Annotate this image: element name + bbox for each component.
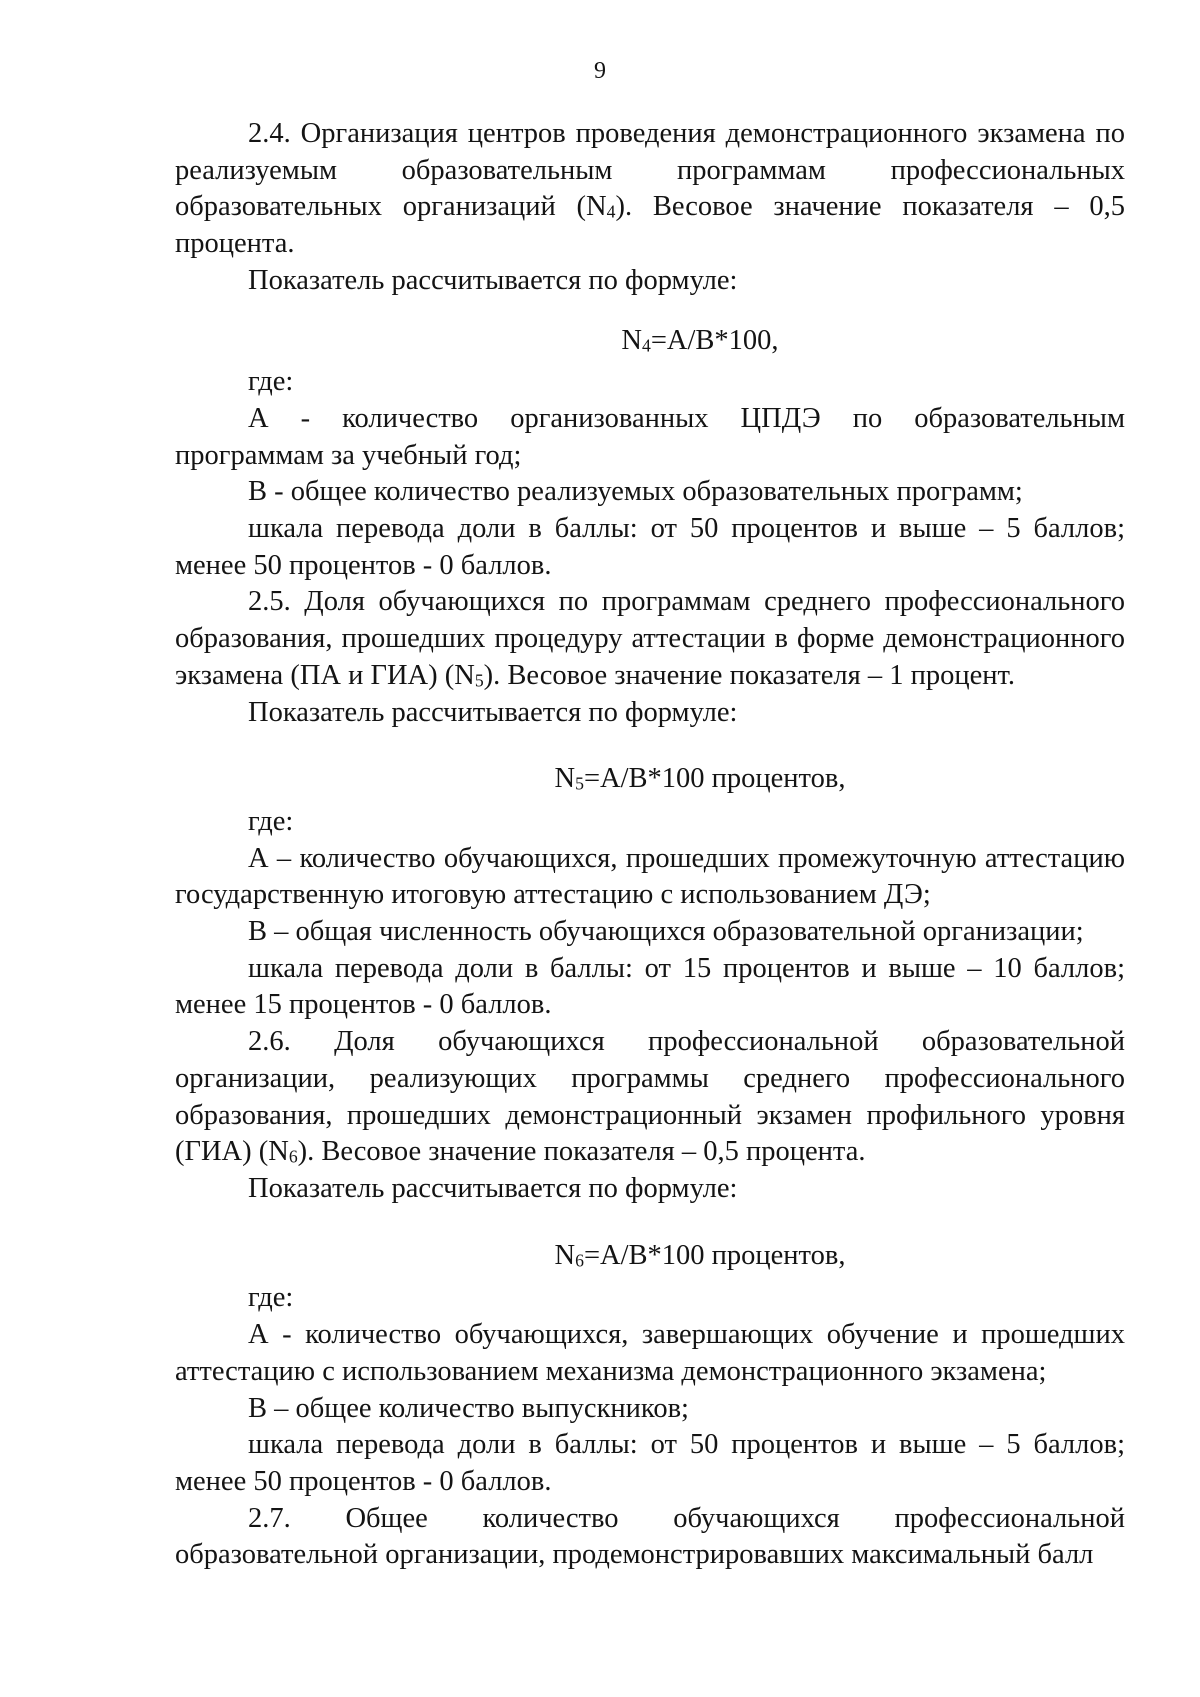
paragraph-text: 2.6. Доля обучающихся профессиональной образовательной организации, реализующих программы среднего профессионального образования, прошедших демонстрационный экзамен профильного уровня (ГИА) (N (175, 1026, 1125, 1168)
subscript: 6 (288, 1146, 298, 1167)
formula-intro: Показатель рассчитывается по формуле: (248, 1172, 738, 1204)
formula-intro: Показатель рассчитывается по формуле: (248, 264, 738, 296)
paragraph-2-4 (175, 116, 1125, 263)
formula-text: =A/B*100 процентов, (583, 763, 846, 795)
paragraph-text: 2.5. Доля обучающихся по программам среднего профессионального образования, прошедших процедуру аттестации в форме демонстрационного экзамена (ПА и ГИА) (N (175, 586, 1125, 691)
formula-n4 (175, 323, 1125, 360)
formula-n5 (175, 761, 1125, 798)
page-number: 9 (594, 58, 606, 84)
definition-a: А - количество организованных ЦПДЭ по образовательным программам за учебный год; (175, 402, 1125, 471)
where-label: где: (248, 366, 294, 398)
where-label: где: (248, 805, 294, 837)
formula-text: N (621, 324, 643, 356)
formula-text: =A/B*100 процентов, (583, 1239, 846, 1271)
subscript: 5 (575, 773, 584, 794)
where-label: где: (248, 1282, 294, 1314)
scoring-scale: шкала перевода доли в баллы: от 50 процентов и выше – 5 баллов; менее 50 процентов - 0 баллов. (175, 513, 1125, 581)
scoring-scale: шкала перевода доли в баллы: от 50 процентов и выше – 5 баллов; менее 50 процентов - 0 баллов. (175, 1429, 1125, 1497)
formula-text: N (554, 1239, 576, 1271)
definition-b: В - общее количество реализуемых образовательных программ; (248, 476, 1023, 508)
paragraph-text: ). Весовое значение показателя – 1 процент. (483, 659, 1015, 691)
paragraph-2-7: 2.7. Общее количество обучающихся профессиональной образовательной организации, продемонстрировавших максимальный балл (175, 1502, 1125, 1571)
definition-a: А – количество обучающихся, прошедших промежуточную аттестацию государственную итоговую аттестацию с использованием ДЭ; (175, 842, 1125, 911)
definition-a: А - количество обучающихся, завершающих обучение и прошедших аттестацию с использованием механизма демонстрационного экзамена; (175, 1319, 1125, 1387)
paragraph-2-6 (175, 1024, 1125, 1171)
definition-b: В – общее количество выпускников; (248, 1392, 689, 1424)
formula-intro: Показатель рассчитывается по формуле: (248, 696, 738, 728)
subscript: 6 (575, 1250, 584, 1271)
paragraph-text: ). Весовое значение показателя – 0,5 процента. (175, 191, 1125, 260)
subscript: 4 (642, 335, 651, 356)
paragraph-text: ). Весовое значение показателя – 0,5 процента. (297, 1136, 866, 1168)
paragraph-2-5 (175, 584, 1125, 694)
subscript: 5 (474, 670, 484, 691)
subscript: 4 (606, 202, 616, 223)
formula-text: N (554, 763, 576, 795)
document-body (175, 116, 1125, 1574)
scoring-scale: шкала перевода доли в баллы: от 15 процентов и выше – 10 баллов; менее 15 процентов - 0 баллов. (175, 952, 1125, 1021)
formula-n6 (175, 1238, 1125, 1275)
definition-b: В – общая численность обучающихся образовательной организации; (248, 916, 1084, 948)
formula-text: =A/B*100, (650, 324, 779, 356)
paragraph-text: 2.4. Организация центров проведения демонстрационного экзамена по реализуемым образовательным программам профессиональных образовательных организаций (N (175, 118, 1125, 223)
